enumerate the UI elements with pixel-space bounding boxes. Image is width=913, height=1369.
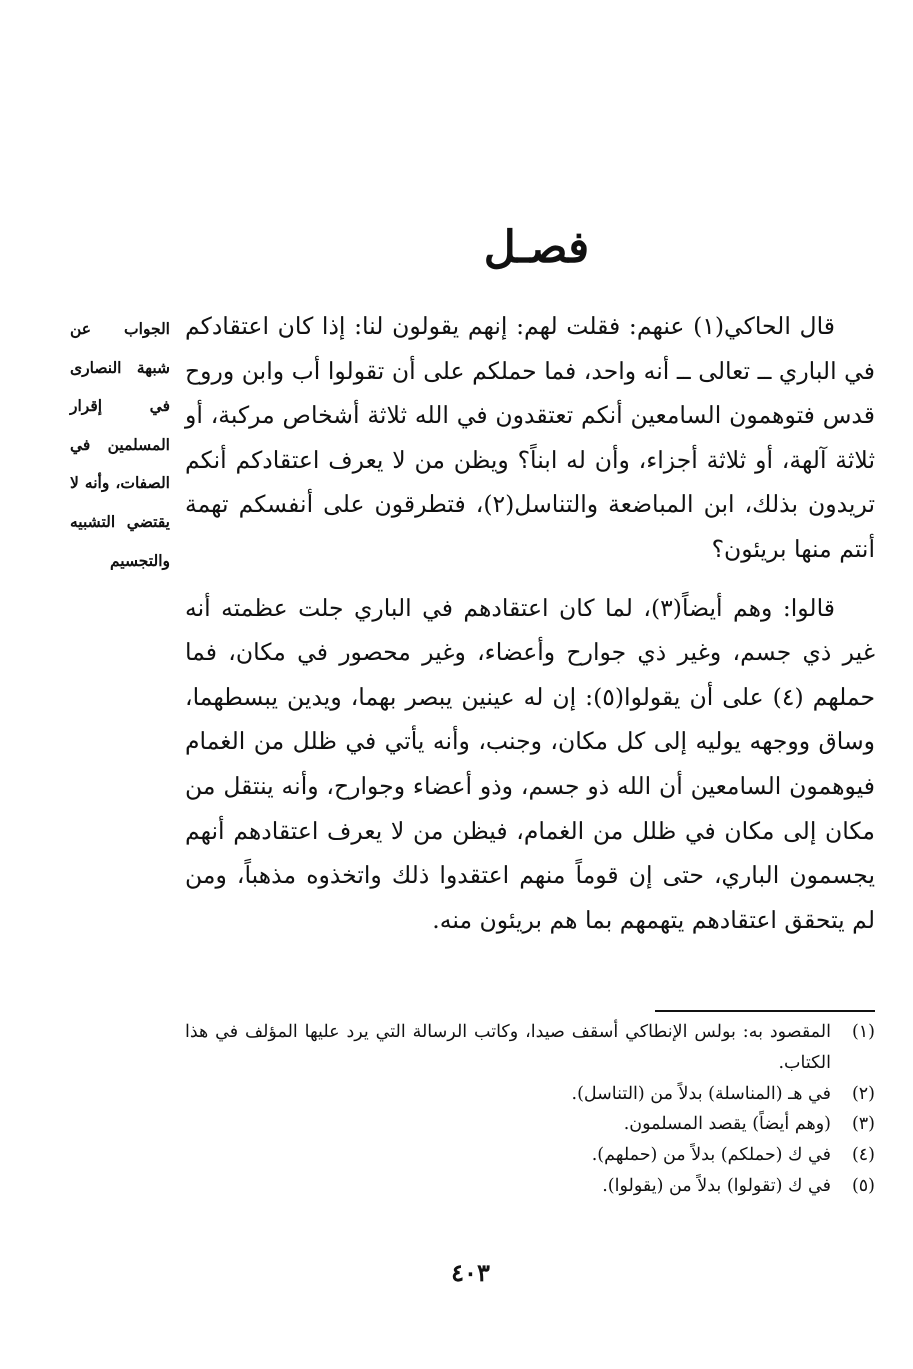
footnote-number: (٤) <box>851 1145 875 1166</box>
paragraph: قالوا: وهم أيضاً(٣)، لما كان اعتقادهم في الباري جلت عظمته أنه غير ذي جسم، وغير ذي جوارح وأعضاء، وغير محصور في مكان، فما حملهم (٤) على أن يقولوا(٥): إن له عينين يبصر بهما، ويدين يبسطهما، وساق ووجهه يوليه إلى كل مكان، وجنب، وأنه يأتي في ظلل من الغمام فيوهمون السامعين أن الله ذو جسم، وذو أعضاء وجوارح، وأنه ينتقل من مكان إلى مكان في ظلل من الغمام، فيظن من لا يعرف اعتقادهم أنهم يجسمون الباري، حتى إن قوماً منهم اعتقدوا ذلك واتخذوه مذهباً، ومن لم يتحقق اعتقادهم يتهمهم بما هم بريئون منه. <box>185 593 875 934</box>
footnote-text: (وهم أيضاً) يقصد المسلمون. <box>623 1114 831 1135</box>
footnote-divider <box>655 1010 875 1012</box>
paragraph: قال الحاكي(١) عنهم: فقلت لهم: إنهم يقولون لنا: إذا كان اعتقادكم في الباري ــ تعالى ــ أنه واحد، فما حملكم على أن تقولوا أب وابن وروح قدس فتوهمون السامعين أنكم تعتقدون في الله ثلاثة أشخاص مركبة، أو ثلاثة آلهة، أو ثلاثة أجزاء، وأن له ابناً؟ ويظن من لا يعرف اعتقادكم أنكم تريدون بذلك، ابن المباضعة والتناسل(٢)، فتطرقون على أنفسكم تهمة أنتم منها بريئون؟ <box>185 312 875 563</box>
footnote-text: في ك (تقولوا) بدلاً من (يقولوا). <box>602 1175 831 1196</box>
footnote-number: (٥) <box>851 1175 875 1196</box>
footnote <box>185 1109 875 1140</box>
section-title <box>0 222 913 273</box>
footnote-text: في ك (حملكم) بدلاً من (حملهم). <box>591 1145 831 1166</box>
footnotes-list <box>185 1017 875 1202</box>
footnote-number: (٢) <box>851 1083 875 1104</box>
footnote-text: المقصود به: بولس الإنطاكي أسقف صيدا، وكاتب الرسالة التي يرد عليها المؤلف في هذا الكتاب. <box>185 1022 831 1073</box>
footnote <box>185 1140 875 1171</box>
footnote-number: (٣) <box>851 1114 875 1135</box>
footnote-number: (١) <box>851 1022 875 1042</box>
footnote <box>185 1079 875 1110</box>
footnote-text: في هـ (المناسلة) بدلاً من (التناسل). <box>571 1083 831 1104</box>
page-number <box>0 1258 913 1287</box>
section-title-text: فصـل <box>483 222 590 273</box>
footnote <box>185 1171 875 1202</box>
margin-note: الجواب عن شبهة النصارى في إقرار المسلمين في الصفات، وأنه لا يقتضي التشبيه والتجسيم <box>70 319 170 570</box>
page-number-text: ٤٠٣ <box>451 1258 490 1287</box>
footnote <box>185 1017 875 1079</box>
main-text <box>185 304 875 942</box>
